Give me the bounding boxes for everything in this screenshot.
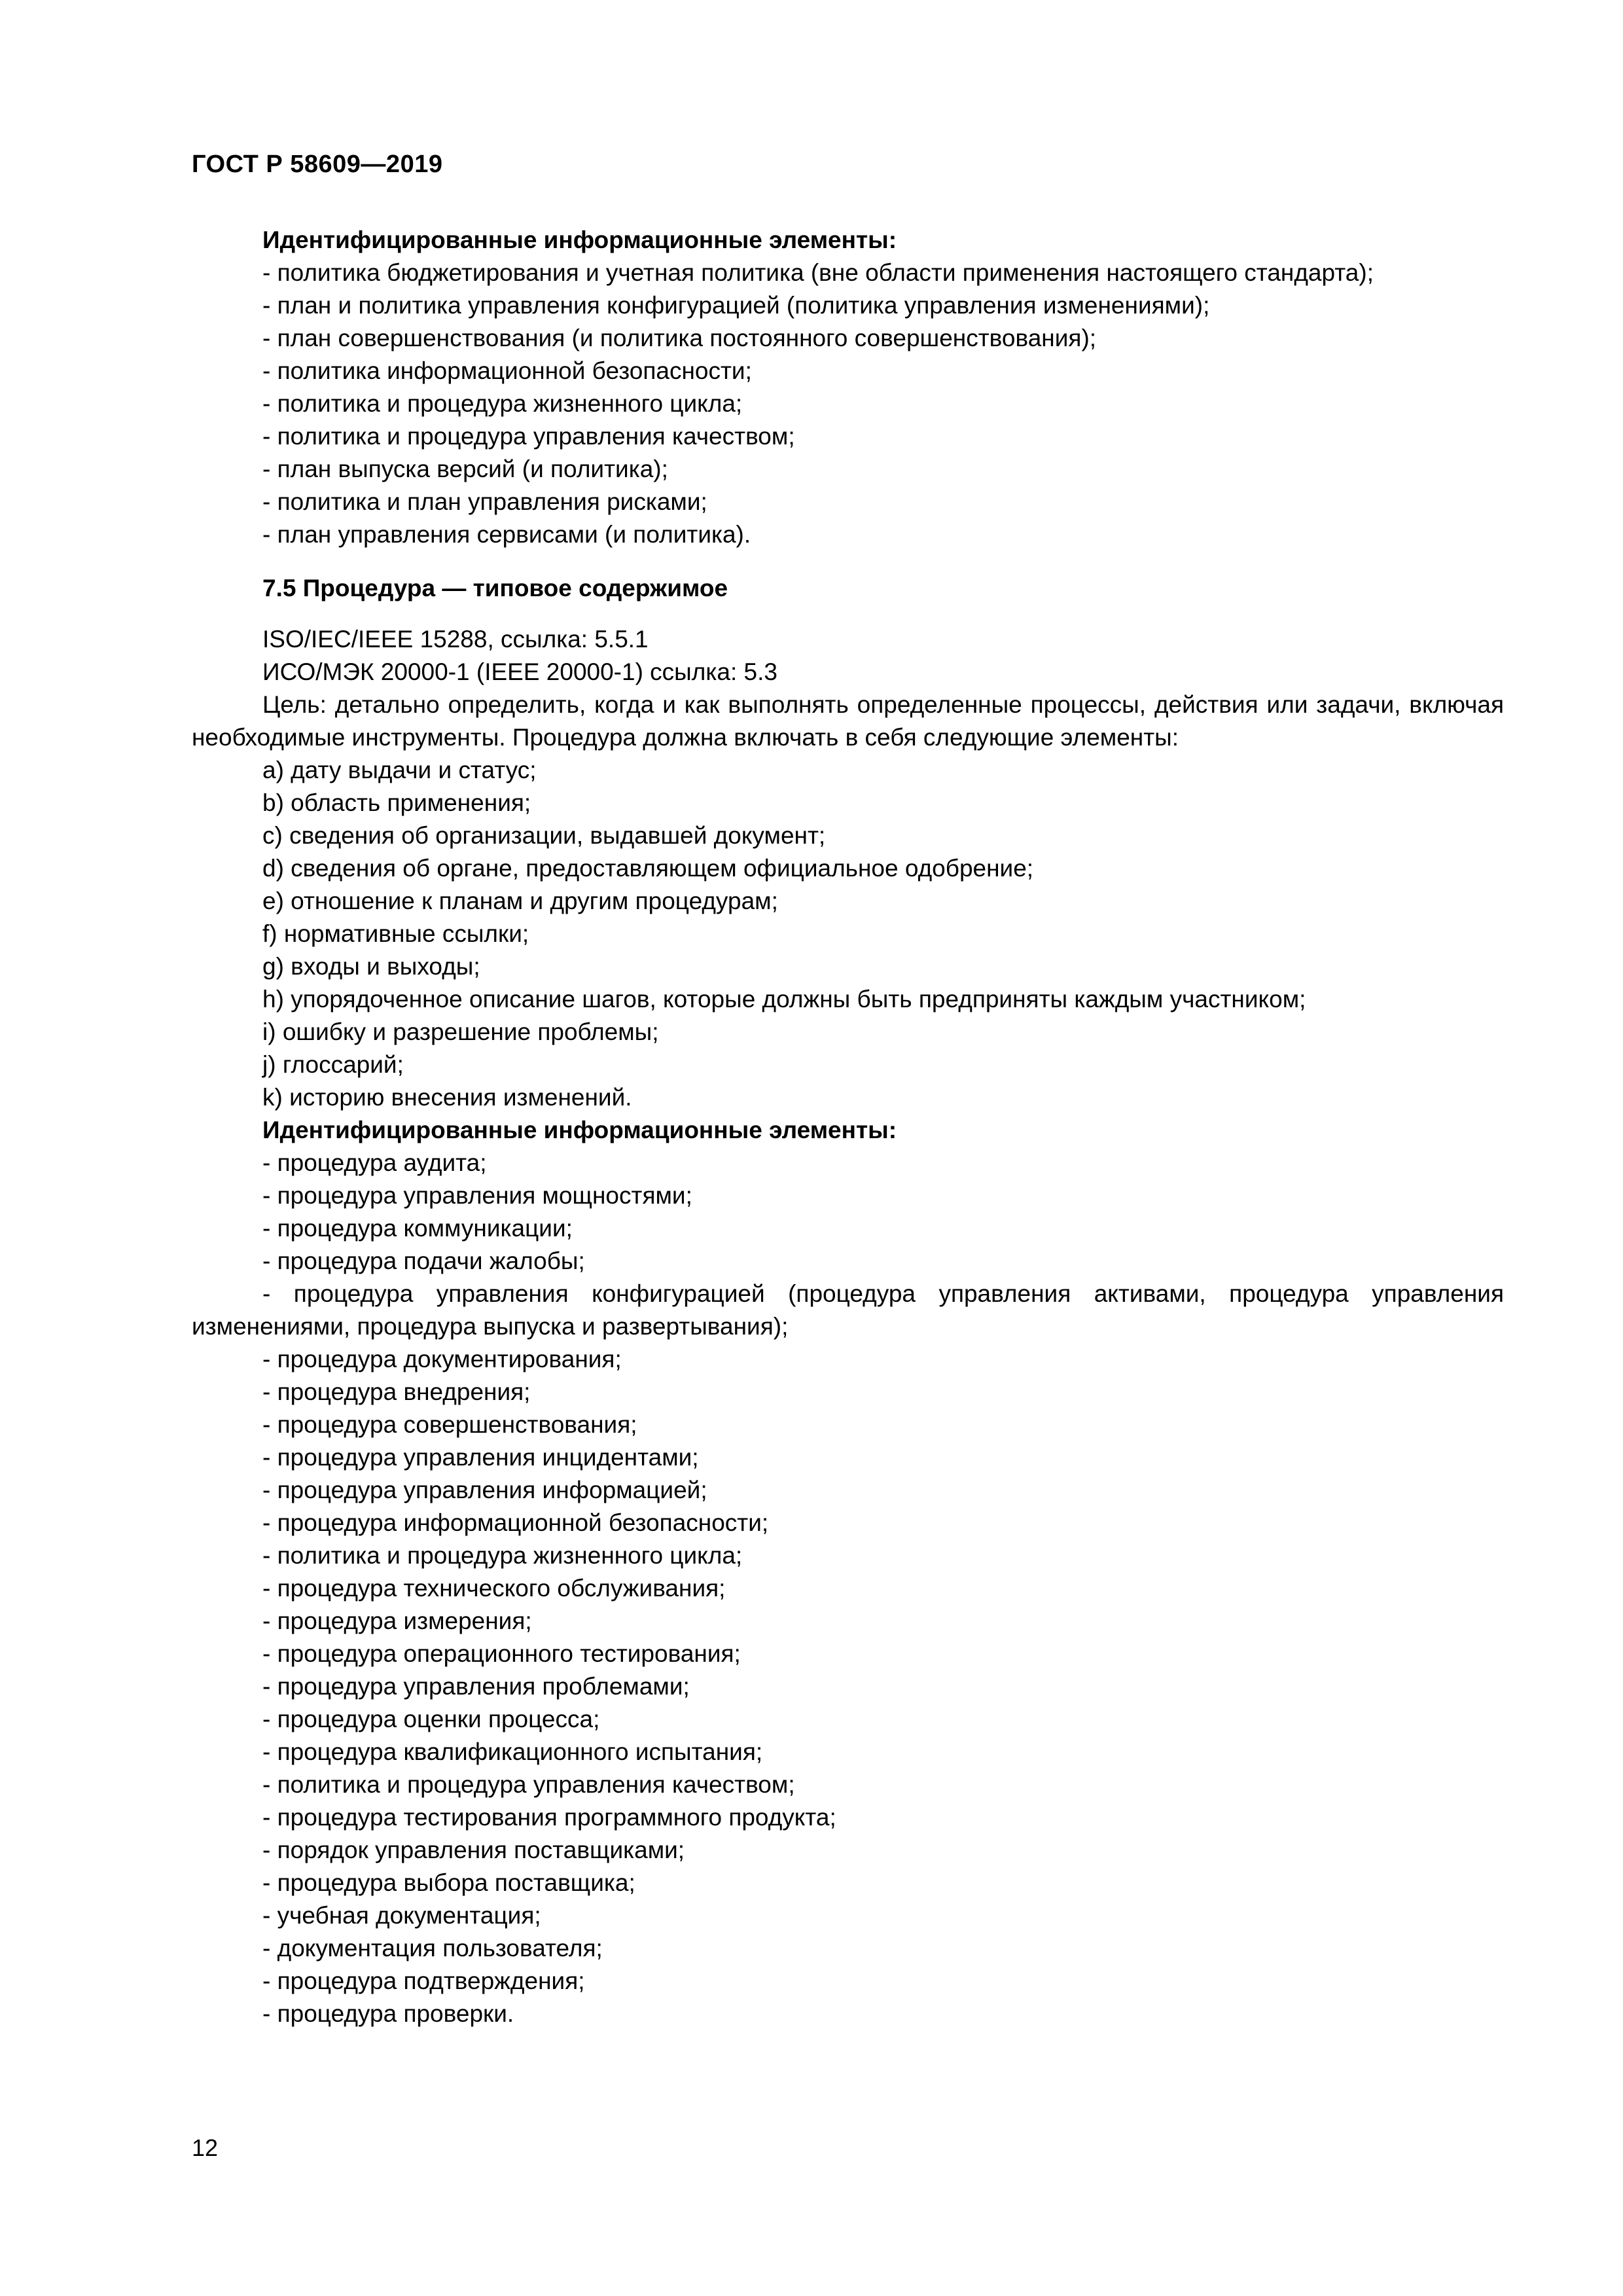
list-item: - процедура тестирования программного продукта; — [262, 1804, 836, 1831]
list-item: - процедура управления мощностями; — [262, 1182, 692, 1209]
list-item: - политика и процедура жизненного цикла; — [262, 1542, 743, 1569]
list-item: - процедура измерения; — [262, 1607, 532, 1634]
list-item: - процедура квалификационного испытания; — [262, 1738, 763, 1765]
list-item: b) область применения; — [262, 789, 531, 816]
list-item: - политика и план управления рисками; — [262, 488, 707, 515]
reference-iso-15288: ISO/IEC/IEEE 15288, ссылка: 5.5.1 — [262, 626, 649, 653]
list-item: f) нормативные ссылки; — [262, 920, 529, 947]
list-item: k) историю внесения изменений. — [262, 1084, 632, 1111]
list-item: - политика бюджетирования и учетная политика (вне области применения настоящего стандарта); — [262, 259, 1374, 286]
list-item: - процедура документирования; — [262, 1346, 622, 1372]
list-item: - процедура проверки. — [262, 2000, 514, 2027]
page-content — [192, 224, 1504, 2030]
list-item: - документация пользователя; — [262, 1935, 603, 1962]
list-item: - план управления сервисами (и политика). — [262, 521, 751, 548]
list-item: - учебная документация; — [262, 1902, 541, 1929]
list-item: - политика и процедура жизненного цикла; — [262, 390, 743, 417]
procedure-info-elements-heading: Идентифицированные информационные элементы: — [262, 1117, 897, 1143]
list-item: - процедура подтверждения; — [262, 1967, 585, 1994]
list-item: - политика информационной безопасности; — [262, 357, 752, 384]
procedure-info-elements-list — [192, 1147, 1504, 2030]
list-item: - процедура коммуникации; — [262, 1215, 573, 1242]
list-item: g) входы и выходы; — [262, 953, 480, 980]
reference-iso-20000: ИСО/МЭК 20000-1 (IEEE 20000-1) ссылка: 5.3 — [262, 658, 777, 685]
list-item: - порядок управления поставщиками; — [262, 1837, 685, 1863]
list-item: h) упорядоченное описание шагов, которые должны быть предприняты каждым участником; — [262, 986, 1306, 1013]
list-item: - политика и процедура управления качеством; — [262, 1771, 795, 1798]
list-item: j) глоссарий; — [262, 1051, 404, 1078]
list-item: - план и политика управления конфигурацией (политика управления изменениями); — [262, 292, 1210, 319]
list-item: - процедура технического обслуживания; — [262, 1575, 726, 1602]
list-item: - процедура операционного тестирования; — [262, 1640, 741, 1667]
list-item: - процедура информационной безопасности; — [262, 1509, 769, 1536]
info-elements-heading: Идентифицированные информационные элементы: — [262, 226, 897, 253]
page-number: 12 — [192, 2134, 219, 2161]
purpose-paragraph: Цель: детально определить, когда и как выполнять определенные процессы, действия или задачи, включая необходимые инструменты. Процедура должна включать в себя следующие элементы: — [192, 691, 1504, 751]
list-item: - план совершенствования (и политика постоянного совершенствования); — [262, 325, 1097, 351]
list-item: - процедура совершенствования; — [262, 1411, 637, 1438]
list-item: - процедура управления информацией; — [262, 1477, 707, 1503]
list-item: - процедура управления проблемами; — [262, 1673, 690, 1700]
list-item: - политика и процедура управления качеством; — [262, 423, 795, 450]
list-item: i) ошибку и разрешение проблемы; — [262, 1018, 659, 1045]
document-code: ГОСТ Р 58609—2019 — [192, 151, 443, 178]
list-item: a) дату выдачи и статус; — [262, 757, 537, 783]
procedure-elements-list — [192, 754, 1504, 1114]
list-item: - план выпуска версий (и политика); — [262, 456, 668, 482]
section-title: 7.5 Процедура — типовое содержимое — [262, 575, 728, 601]
list-item: - процедура выбора поставщика; — [262, 1869, 635, 1896]
list-item: - процедура аудита; — [262, 1149, 487, 1176]
list-item: - процедура оценки процесса; — [262, 1706, 600, 1732]
list-item: - процедура внедрения; — [262, 1378, 531, 1405]
list-item: - процедура управления инцидентами; — [262, 1444, 699, 1471]
list-item-long: - процедура управления конфигурацией (процедура управления активами, процедура управления изменениями, процедура выпуска и развертывания); — [192, 1280, 1504, 1340]
info-elements-list — [192, 257, 1504, 551]
list-item: d) сведения об органе, предоставляющем официальное одобрение; — [262, 855, 1034, 882]
list-item: e) отношение к планам и другим процедурам; — [262, 888, 778, 914]
list-item: - процедура подачи жалобы; — [262, 1247, 585, 1274]
list-item: c) сведения об организации, выдавшей документ; — [262, 822, 826, 849]
